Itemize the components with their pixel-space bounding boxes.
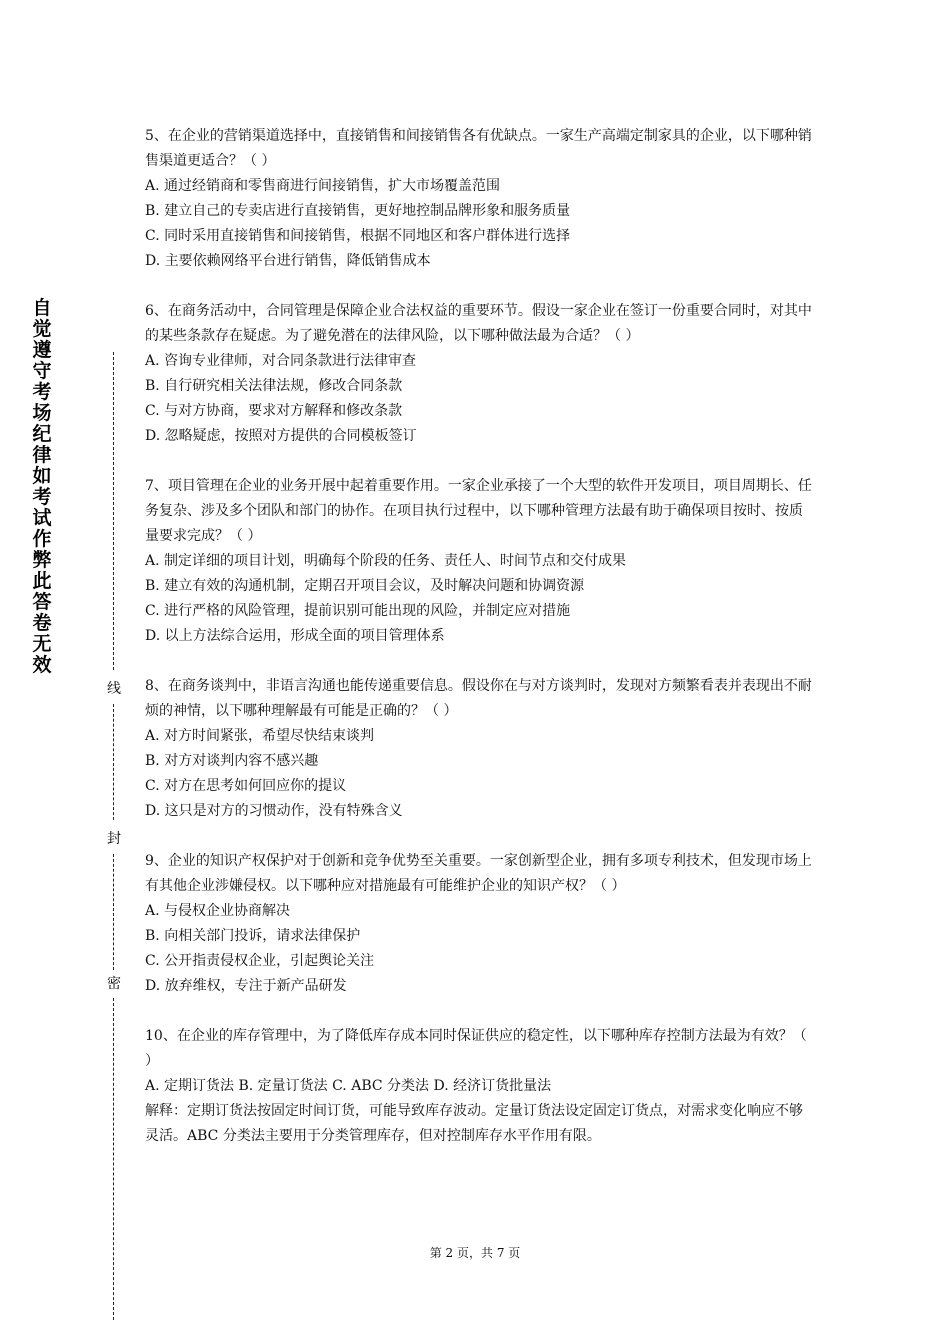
exam-discipline-notice: 自觉遵守考场纪律如考试作弊此答卷无效 — [32, 297, 52, 676]
question-7 — [145, 474, 813, 649]
option-a: A. 通过经销商和零售商进行间接销售，扩大市场覆盖范围 — [145, 178, 501, 194]
page-number: 第 2 页，共 7 页 — [429, 1246, 521, 1260]
binding-line-segment — [113, 998, 114, 1320]
option-b: B. 建立有效的沟通机制，定期召开项目会议，及时解决问题和协调资源 — [145, 578, 585, 594]
option-d: D. 主要依赖网络平台进行销售，降低销售成本 — [145, 253, 431, 269]
option-c: C. 同时采用直接销售和间接销售，根据不同地区和客户群体进行选择 — [145, 228, 571, 244]
option-d: D. 这只是对方的习惯动作，没有特殊含义 — [145, 803, 403, 819]
binding-line-segment — [113, 704, 114, 820]
option-d: D. 以上方法综合运用，形成全面的项目管理体系 — [145, 628, 445, 644]
option-b: B. 向相关部门投诉，请求法律保护 — [145, 928, 361, 944]
option-c: C. 公开指责侵权企业，引起舆论关注 — [145, 953, 375, 969]
question-stem: 10、在企业的库存管理中，为了降低库存成本同时保证供应的稳定性，以下哪种库存控制方法最为有效？（ ） — [145, 1028, 807, 1069]
question-stem: 5、在企业的营销渠道选择中，直接销售和间接销售各有优缺点。一家生产高端定制家具的企业，以下哪种销售渠道更适合？（ ） — [145, 128, 812, 169]
question-stem: 9、企业的知识产权保护对于创新和竞争优势至关重要。一家创新型企业，拥有多项专利技术，但发现市场上有其他企业涉嫌侵权。以下哪种应对措施最有可能维护企业的知识产权？（ ） — [145, 853, 812, 894]
options-inline: A. 定期订货法 B. 定量订货法 C. ABC 分类法 D. 经济订货批量法 — [145, 1078, 552, 1094]
option-a: A. 对方时间紧张，希望尽快结束谈判 — [145, 728, 375, 744]
question-10 — [145, 1024, 813, 1149]
explanation: 解释：定期订货法按固定时间订货，可能导致库存波动。定量订货法设定固定订货点，对需求变化响应不够灵活。ABC 分类法主要用于分类管理库存，但对控制库存水平作用有限。 — [145, 1103, 803, 1144]
question-stem: 6、在商务活动中，合同管理是保障企业合法权益的重要环节。假设一家企业在签订一份重要合同时，对其中的某些条款存在疑虑。为了避免潜在的法律风险，以下哪种做法最为合适？（ ） — [145, 303, 812, 344]
option-b: B. 对方对谈判内容不感兴趣 — [145, 753, 319, 769]
option-a: A. 与侵权企业协商解决 — [145, 903, 291, 919]
binding-line-segment — [113, 352, 114, 670]
seal-label-mi: 密 — [107, 976, 121, 992]
option-a: A. 制定详细的项目计划，明确每个阶段的任务、责任人、时间节点和交付成果 — [145, 553, 627, 569]
option-c: C. 与对方协商，要求对方解释和修改条款 — [145, 403, 403, 419]
option-c: C. 对方在思考如何回应你的提议 — [145, 778, 347, 794]
option-d: D. 放弃维权，专注于新产品研发 — [145, 978, 347, 994]
seal-label-xian: 线 — [107, 681, 121, 697]
question-5 — [145, 124, 813, 274]
option-b: B. 建立自己的专卖店进行直接销售，更好地控制品牌形象和服务质量 — [145, 203, 571, 219]
question-6 — [145, 299, 813, 449]
question-stem: 8、在商务谈判中，非语言沟通也能传递重要信息。假设你在与对方谈判时，发现对方频繁看表并表现出不耐烦的神情，以下哪种理解最有可能是正确的？（ ） — [145, 678, 812, 719]
question-8 — [145, 674, 813, 824]
seal-label-feng: 封 — [107, 831, 121, 847]
option-a: A. 咨询专业律师，对合同条款进行法律审查 — [145, 353, 417, 369]
question-9 — [145, 849, 813, 999]
binding-line-segment — [113, 854, 114, 970]
option-c: C. 进行严格的风险管理，提前识别可能出现的风险，并制定应对措施 — [145, 603, 571, 619]
question-stem: 7、项目管理在企业的业务开展中起着重要作用。一家企业承接了一个大型的软件开发项目，项目周期长、任务复杂、涉及多个团队和部门的协作。在项目执行过程中，以下哪种管理方法最有助于确保项目按时、按质量要求完成？（ ） — [145, 478, 812, 544]
option-b: B. 自行研究相关法律法规，修改合同条款 — [145, 378, 403, 394]
question-list — [145, 124, 813, 1174]
option-d: D. 忽略疑虑，按照对方提供的合同模板签订 — [145, 428, 417, 444]
